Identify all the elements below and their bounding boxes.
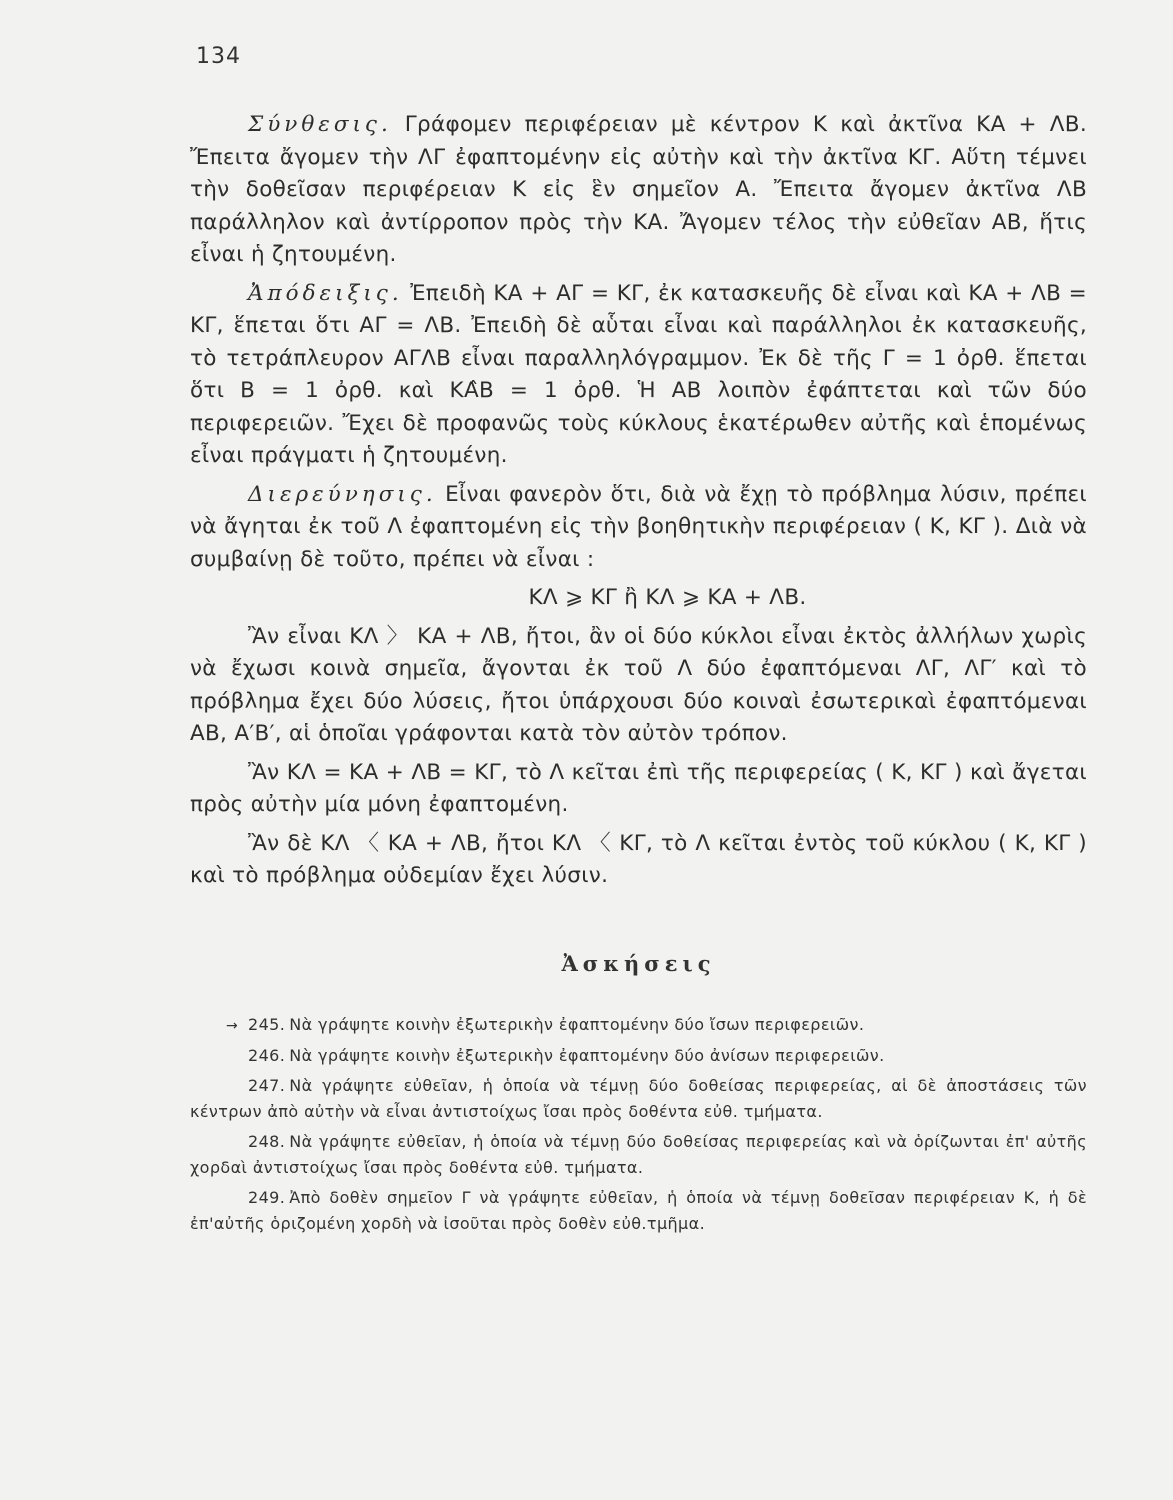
main-text [190, 109, 1087, 893]
case-3-paragraph: Ἂν δὲ ΚΛ 〈 ΚΑ + ΛΒ, ἤτοι ΚΛ 〈 ΚΓ, τὸ Λ κεῖται ἐντὸς τοῦ κύκλου ( Κ, ΚΓ ) καὶ τὸ πρόβλημα οὐδεμίαν ἔχει λύσιν. [190, 830, 1087, 888]
exercise-item [190, 1185, 1087, 1237]
proof-text: Ἐπειδὴ ΚΑ + ΑΓ = ΚΓ, ἐκ κατασκευῆς δὲ εἶναι καὶ ΚΑ + ΛΒ = ΚΓ, ἕπεται ὅτι ΑΓ = ΛΒ. Ἐπειδὴ δὲ αὗται εἶναι καὶ παράλληλοι ἐκ κατασκευῆς, τὸ τετράπλευρον ΑΓΛΒ εἶναι παραλληλόγραμμον. Ἐκ δὲ τῆς Γ = 1 ὀρθ. ἕπεται ὅτι Β = 1 ὀρθ. καὶ ΚΑ̂Β = 1 ὀρθ. Ἡ ΑΒ λοιπὸν ἐφάπτεται καὶ τῶν δύο περιφερειῶν. Ἔχει δὲ προφανῶς τοὺς κύκλους ἑκατέρωθεν αὐτῆς καὶ ἑπομένως εἶναι πράγματι ἡ ζητουμένη. [190, 280, 1087, 468]
exercise-text: Ἀπὸ δοθὲν σημεῖον Γ νὰ γράψητε εὐθεῖαν, ἡ ὁποία νὰ τέμνῃ δοθεῖσαν περιφέρειαν Κ, ἡ δὲ ἐπ'αὐτῆς ὁριζομένη χορδὴ νὰ ἰσοῦται πρὸς δοθὲν εὐθ.τμῆμα. [190, 1187, 1087, 1233]
exercise-item [190, 1043, 1087, 1069]
synthesis-text: Γράφομεν περιφέρειαν μὲ κέντρον Κ καὶ ἀκτῖνα ΚΑ + ΛΒ. Ἔπειτα ἄγομεν τὴν ΛΓ ἐφαπτομένην εἰς αὐτὴν καὶ τὴν ἀκτῖνα ΚΓ. Αὕτη τέμνει τὴν δοθεῖσαν περιφέρειαν Κ εἰς ἓν σημεῖον Α. Ἔπειτα ἄγομεν ἀκτῖνα ΛΒ παράλληλον καὶ ἀντίρροπον πρὸς τὴν ΚΑ. Ἄγομεν τέλος τὴν εὐθεῖαν ΑΒ, ἥτις εἶναι ἡ ζητουμένη. [190, 112, 1087, 267]
exercise-item [190, 1129, 1087, 1181]
exercise-number: 246. [248, 1045, 286, 1065]
exercise-text: Νὰ γράψητε εὐθεῖαν, ἡ ὁποία νὰ τέμνῃ δύο δοθείσας περιφερείας, αἱ δὲ ἀποστάσεις τῶν κέντρων ἀπὸ αὐτὴν νὰ εἶναι ἀντιστοίχως ἴσαι πρὸς δοθέντα εὐθ. τμήματα. [190, 1075, 1087, 1121]
exercise-number: 245. [248, 1014, 286, 1034]
case-2-paragraph: Ἂν ΚΛ = ΚΑ + ΛΒ = ΚΓ, τὸ Λ κεῖται ἐπὶ τῆς περιφερείας ( Κ, ΚΓ ) καὶ ἄγεται πρὸς αὐτὴν μία μόνη ἐφαπτομένη. [190, 759, 1087, 817]
exercise-number: 247. [248, 1075, 286, 1095]
synthesis-paragraph [190, 109, 1087, 272]
discussion-label: Διερεύνησις. [248, 481, 437, 507]
proof-label: Ἀπόδειξις. [248, 280, 403, 306]
discussion-text: Εἶναι φανερὸν ὅτι, διὰ νὰ ἔχῃ τὸ πρόβλημα λύσιν, πρέπει νὰ ἄγηται ἐκ τοῦ Λ ἐφαπτομένη εἰς τὴν βοηθητικὴν περιφέρειαν ( Κ, ΚΓ ). Διὰ νὰ συμβαίνῃ δὲ τοῦτο, πρέπει νὰ εἶναι : [190, 481, 1087, 572]
synthesis-label: Σύνθεσις. [248, 112, 392, 137]
condition-formula: ΚΛ ⩾ ΚΓ ἢ ΚΛ ⩾ ΚΑ + ΛΒ. [528, 585, 807, 610]
discussion-paragraph [190, 479, 1087, 577]
exercises-heading: Ἀσκήσεις [561, 950, 716, 976]
case-1-paragraph: Ἂν εἶναι ΚΛ 〉 ΚΑ + ΛΒ, ἤτοι, ἂν οἱ δύο κύκλοι εἶναι ἐκτὸς ἀλλήλων χωρὶς νὰ ἔχωσι κοινὰ σημεῖα, ἄγονται ἐκ τοῦ Λ δύο ἐφαπτόμεναι ΛΓ, ΛΓ′ καὶ τὸ πρόβλημα ἔχει δύο λύσεις, ἤτοι ὑπάρχουσι δύο κοιναὶ ἐσωτερικαὶ ἐφαπτόμεναι ΑΒ, Α′Β′, αἱ ὁποῖαι γράφονται κατὰ τὸν αὐτὸν τρόπον. [190, 623, 1087, 746]
arrow-marker-icon: → [226, 1017, 239, 1034]
page-number: 134 [196, 44, 241, 69]
exercise-number: 248. [248, 1131, 286, 1151]
exercise-text: Νὰ γράψητε εὐθεῖαν, ἡ ὁποία νὰ τέμνῃ δύο δοθείσας περιφερείας καὶ νὰ ὁρίζωνται ἐπ' αὐτῆς χορδαὶ ἀντιστοίχως ἴσαι πρὸς δοθέντα εὐθ. τμήματα. [190, 1131, 1087, 1177]
exercise-text: Νὰ γράψητε κοινὴν ἐξωτερικὴν ἐφαπτομένην δύο ἴσων περιφερειῶν. [289, 1014, 865, 1034]
exercises-list [190, 1012, 1087, 1237]
exercise-item [190, 1012, 1087, 1039]
proof-paragraph [190, 278, 1087, 473]
exercise-text: Νὰ γράψητε κοινὴν ἐξωτερικὴν ἐφαπτομένην δύο ἀνίσων περιφερειῶν. [289, 1045, 885, 1065]
exercise-number: 249. [248, 1187, 286, 1207]
exercise-item [190, 1073, 1087, 1125]
